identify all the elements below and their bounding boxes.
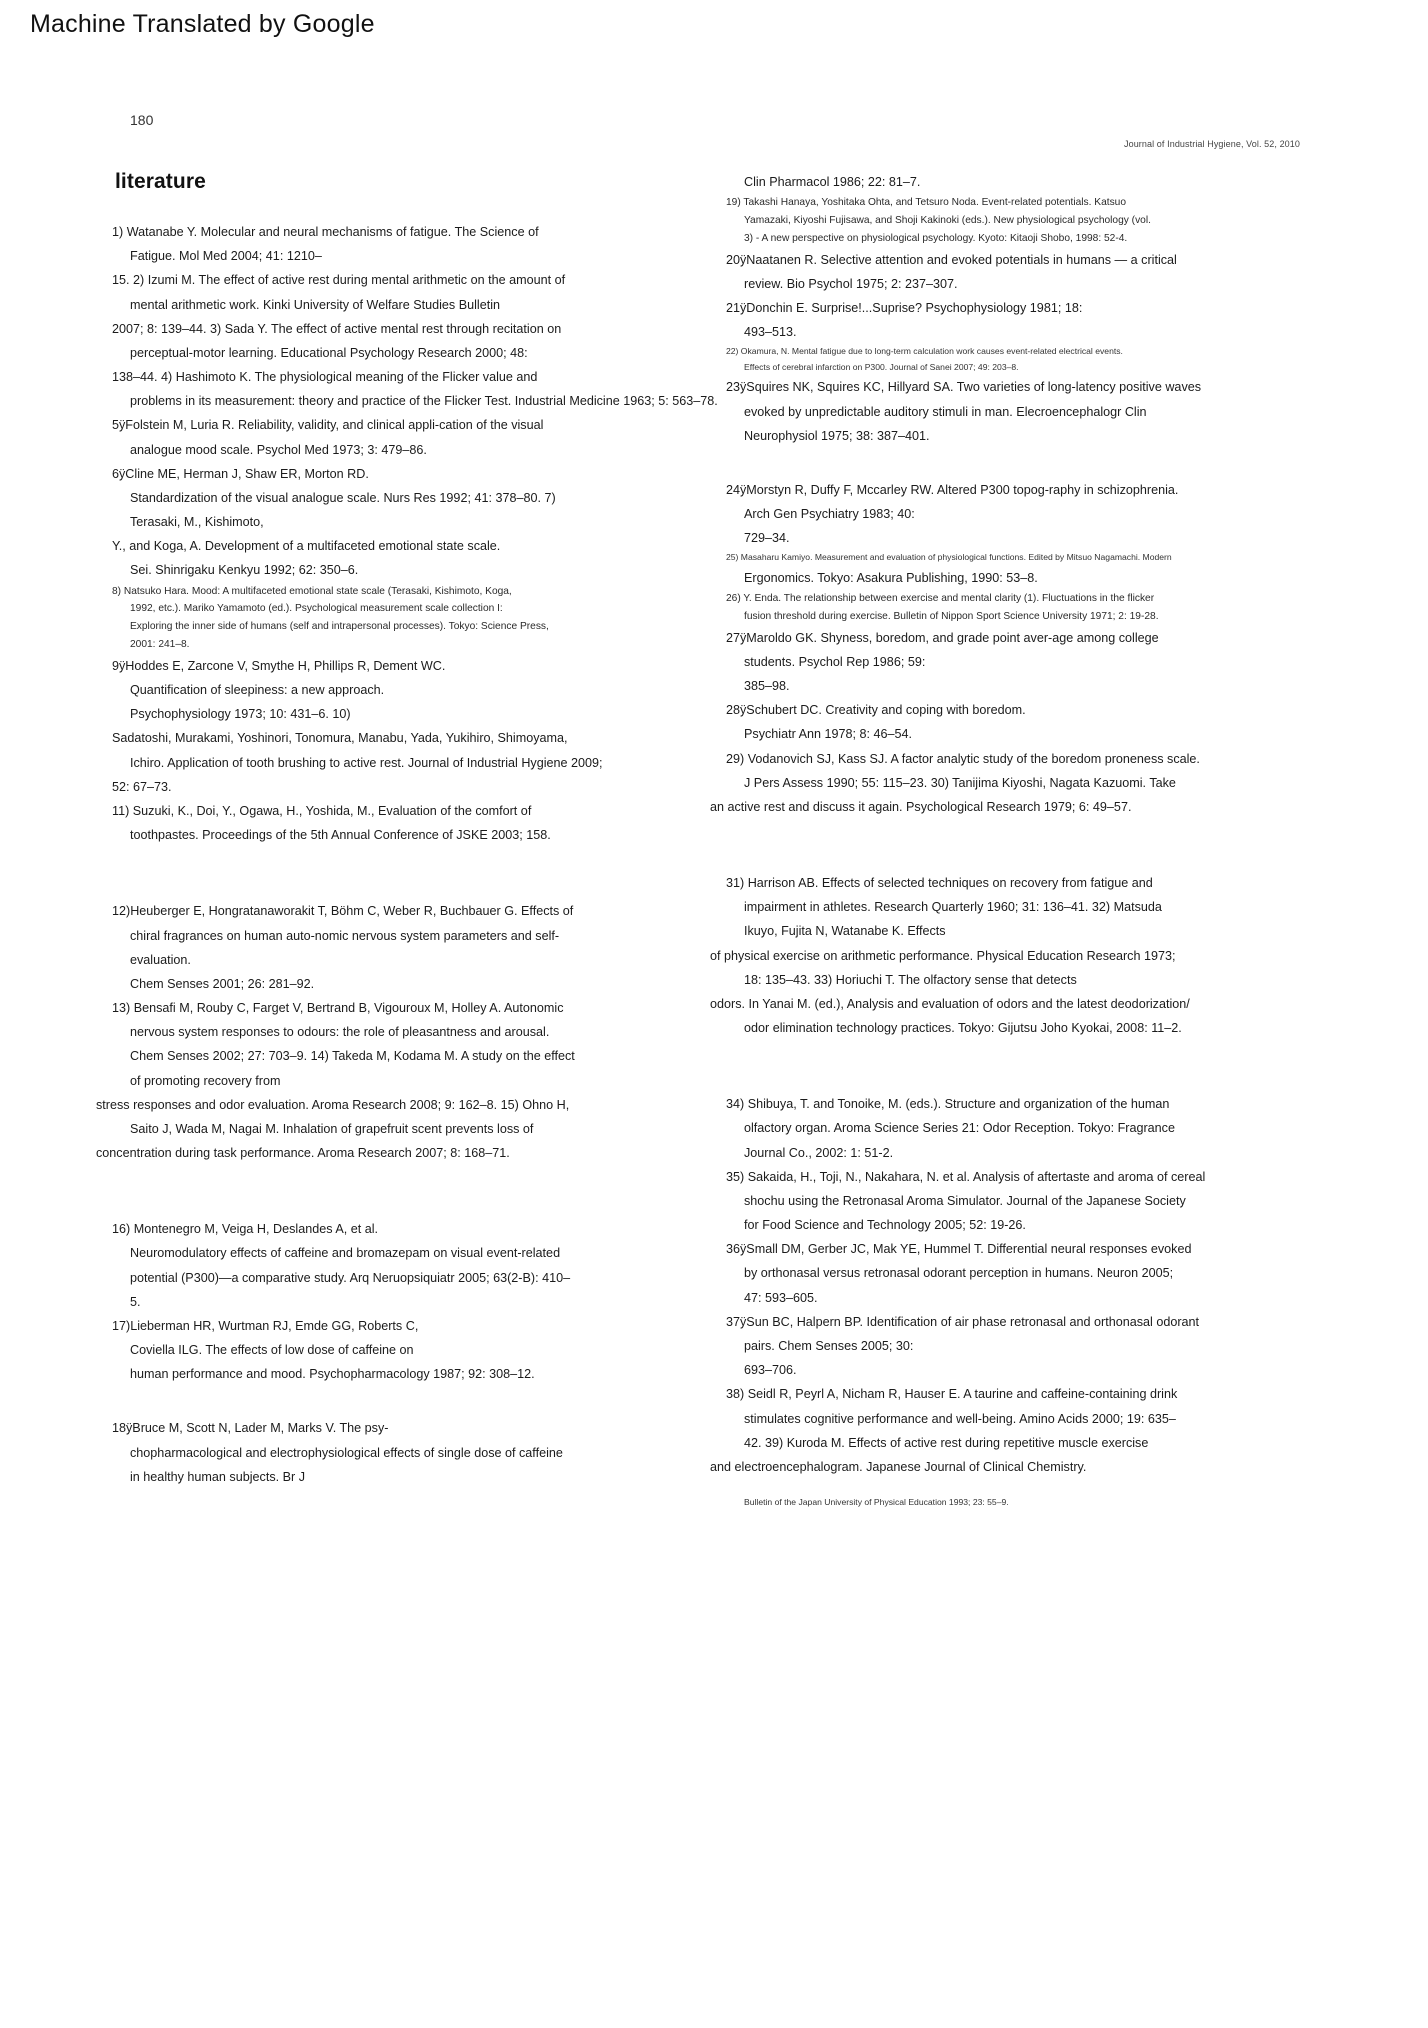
reference-entry <box>726 1092 1301 1165</box>
reference-entry <box>112 996 672 1093</box>
reference-line: 13) Bensafi M, Rouby C, Farget V, Bertrand B, Vigouroux M, Holley A. Autonomic <box>112 1001 564 1016</box>
reference-spacer <box>112 847 672 899</box>
reference-entry <box>726 626 1301 699</box>
reference-line: human performance and mood. Psychopharmacology 1987; 92: 308–12. <box>130 1367 535 1382</box>
reference-line: an active rest and discuss it again. Psychological Research 1979; 6: 49–57. <box>710 799 1132 814</box>
reference-line: chopharmacological and electrophysiological effects of single dose of caffeine <box>130 1445 563 1460</box>
reference-line: 493–513. <box>744 325 797 340</box>
reference-line: 35) Sakaida, H., Toji, N., Nakahara, N. et al. Analysis of aftertaste and aroma of cereal <box>726 1169 1206 1184</box>
reference-line: 38) Seidl R, Peyrl A, Nicham R, Hauser E. A taurine and caffeine-containing drink <box>726 1387 1178 1402</box>
references-column-right <box>710 170 1301 1510</box>
reference-line: for Food Science and Technology 2005; 52: 19-26. <box>744 1218 1026 1233</box>
reference-line: evoked by unpredictable auditory stimuli in man. Elecroencephalogr Clin <box>744 404 1147 419</box>
reference-entry <box>112 220 672 268</box>
reference-line: 3) - A new perspective on physiological psychology. Kyoto: Kitaoji Shobo, 1998: 52-4. <box>744 232 1128 244</box>
reference-line: 6ÿCline ME, Herman J, Shaw ER, Morton RD. <box>112 466 369 481</box>
reference-line: of physical exercise on arithmetic performance. Physical Education Research 1973; <box>710 948 1176 963</box>
reference-line: Psychophysiology 1973; 10: 431–6. 10) <box>130 707 351 722</box>
reference-line: 693–706. <box>744 1363 797 1378</box>
reference-line: 8) Natsuko Hara. Mood: A multifaceted emotional state scale (Terasaki, Kishimoto, Koga, <box>112 585 512 597</box>
reference-line: 27ÿMaroldo GK. Shyness, boredom, and grade point aver-age among college <box>726 630 1159 645</box>
reference-entry <box>112 413 672 461</box>
reference-line: impairment in athletes. Research Quarterly 1960; 31: 136–41. 32) Matsuda <box>744 900 1162 915</box>
reference-line: of promoting recovery from <box>130 1073 281 1088</box>
reference-line: 729–34. <box>744 531 790 546</box>
reference-line: 5ÿFolstein M, Luria R. Reliability, validity, and clinical appli-cation of the visual <box>112 418 544 433</box>
reference-entry <box>112 1416 672 1489</box>
reference-entry <box>112 534 672 582</box>
reference-line: 18ÿBruce M, Scott N, Lader M, Marks V. The psy- <box>112 1421 389 1436</box>
reference-entry <box>112 462 672 535</box>
reference-line: 19) Takashi Hanaya, Yoshitaka Ohta, and Tetsuro Noda. Event-related potentials. Katsuo <box>726 197 1127 209</box>
reference-line: toothpastes. Proceedings of the 5th Annual Conference of JSKE 2003; 158. <box>130 828 551 843</box>
reference-line: problems in its measurement: theory and practice of the Flicker Test. Industrial Medicine 1963; 5: 563–78. <box>130 394 718 409</box>
reference-line: Saito J, Wada M, Nagai M. Inhalation of grapefruit scent prevents loss of <box>130 1121 534 1136</box>
reference-entry <box>726 566 1301 590</box>
reference-line: 17)Lieberman HR, Wurtman RJ, Emde GG, Roberts C, <box>112 1318 419 1333</box>
reference-line: 31) Harrison AB. Effects of selected techniques on recovery from fatigue and <box>726 876 1153 891</box>
reference-line: 18: 135–43. 33) Horiuchi T. The olfactory sense that detects <box>744 972 1077 987</box>
reference-entry <box>112 654 672 727</box>
journal-running-header: Journal of Industrial Hygiene, Vol. 52, 2010 <box>1123 139 1300 149</box>
reference-line: 11) Suzuki, K., Doi, Y., Ogawa, H., Yoshida, M., Evaluation of the comfort of <box>112 803 532 818</box>
reference-line: odor elimination technology practices. Tokyo: Gijutsu Joho Kyokai, 2008: 11–2. <box>744 1021 1182 1036</box>
reference-spacer <box>112 1165 672 1217</box>
reference-line: potential (P300)—a comparative study. Arq Neruopsiquiatr 2005; 63(2-B): 410– <box>130 1270 571 1285</box>
reference-entry <box>112 317 672 365</box>
reference-line: 5. <box>130 1294 141 1309</box>
reference-spacer <box>726 819 1301 871</box>
machine-translation-banner: Machine Translated by Google <box>30 10 375 38</box>
reference-line: Y., and Koga, A. Development of a multifaceted emotional state scale. <box>112 539 501 554</box>
reference-spacer <box>726 448 1301 478</box>
reference-entry <box>726 344 1301 375</box>
reference-line: odors. In Yanai M. (ed.), Analysis and evaluation of odors and the latest deodorization/ <box>710 996 1190 1011</box>
reference-entry <box>726 550 1301 565</box>
reference-line: 22) Okamura, N. Mental fatigue due to long-term calculation work causes event-related electrical events. <box>726 346 1123 357</box>
reference-line: 52: 67–73. <box>112 779 172 794</box>
reference-entry <box>710 747 1301 820</box>
reference-entry <box>112 583 672 654</box>
reference-line: 29) Vodanovich SJ, Kass SJ. A factor analytic study of the boredom proneness scale. <box>726 751 1200 766</box>
reference-line: 16) Montenegro M, Veiga H, Deslandes A, et al. <box>112 1222 379 1237</box>
reference-line: 23ÿSquires NK, Squires KC, Hillyard SA. Two varieties of long-latency positive waves <box>726 380 1202 395</box>
reference-line: shochu using the Retronasal Aroma Simulator. Journal of the Japanese Society <box>744 1193 1186 1208</box>
reference-entry <box>726 871 1301 944</box>
reference-line: Sei. Shinrigaku Kenkyu 1992; 62: 350–6. <box>130 563 359 578</box>
reference-line: 42. 39) Kuroda M. Effects of active rest during repetitive muscle exercise <box>744 1435 1149 1450</box>
reference-line: Effects of cerebral infarction on P300. Journal of Sanei 2007; 49: 203–8. <box>744 361 1019 372</box>
reference-line: mental arithmetic work. Kinki University of Welfare Studies Bulletin <box>130 297 501 312</box>
reference-line: Arch Gen Psychiatry 1983; 40: <box>744 507 915 522</box>
reference-line: 34) Shibuya, T. and Tonoike, M. (eds.). Structure and organization of the human <box>726 1097 1170 1112</box>
reference-line: 2007; 8: 139–44. 3) Sada Y. The effect of active mental rest through recitation on <box>112 321 562 336</box>
reference-line: stimulates cognitive performance and well-being. Amino Acids 2000; 19: 635– <box>744 1411 1176 1426</box>
reference-line: 2001: 241–8. <box>130 639 190 651</box>
reference-line: 9ÿHoddes E, Zarcone V, Smythe H, Phillips R, Dement WC. <box>112 658 446 673</box>
reference-entry <box>726 170 1301 194</box>
reference-entry <box>112 365 718 413</box>
reference-entry <box>726 590 1301 626</box>
reference-line: 20ÿNaatanen R. Selective attention and evoked potentials in humans — a critical <box>726 252 1177 267</box>
reference-list-right <box>710 170 1301 1510</box>
reference-line: 36ÿSmall DM, Gerber JC, Mak YE, Hummel T. Differential neural responses evoked <box>726 1242 1192 1257</box>
reference-line: 15. 2) Izumi M. The effect of active rest during mental arithmetic on the amount of <box>112 273 566 288</box>
reference-line: evaluation. <box>130 952 191 967</box>
page-title: literature <box>115 170 206 193</box>
reference-line: 24ÿMorstyn R, Duffy F, Mccarley RW. Altered P300 topog-raphy in schizophrenia. <box>726 482 1179 497</box>
reference-line: Neuromodulatory effects of caffeine and bromazepam on visual event-related <box>130 1246 561 1261</box>
reference-line: and electroencephalogram. Japanese Journal of Clinical Chemistry. <box>710 1459 1087 1474</box>
reference-entry <box>726 296 1301 344</box>
reference-line: 12)Heuberger E, Hongratanaworakit T, Böhm C, Weber R, Buchbauer G. Effects of <box>112 904 574 919</box>
reference-line: Journal Co., 2002: 1: 51-2. <box>744 1145 894 1160</box>
reference-entry <box>96 1093 672 1166</box>
reference-list-left <box>96 220 718 1489</box>
reference-line: Bulletin of the Japan University of Physical Education 1993; 23: 55–9. <box>744 1497 1009 1508</box>
reference-spacer <box>112 1386 672 1416</box>
reference-line: analogue mood scale. Psychol Med 1973; 3: 479–86. <box>130 442 427 457</box>
reference-line: perceptual-motor learning. Educational Psychology Research 2000; 48: <box>130 345 528 360</box>
page-number: 180 <box>130 112 154 128</box>
reference-entry <box>726 194 1301 248</box>
reference-line: Ikuyo, Fujita N, Watanabe K. Effects <box>744 924 946 939</box>
reference-spacer <box>726 1479 1301 1495</box>
reference-entry <box>112 1314 672 1387</box>
reference-entry <box>726 375 1301 448</box>
reference-entry <box>726 698 1301 746</box>
reference-entry <box>710 1382 1301 1479</box>
reference-line: Standardization of the visual analogue scale. Nurs Res 1992; 41: 378–80. 7) <box>130 490 556 505</box>
references-column-left <box>96 170 718 1489</box>
reference-line: Exploring the inner side of humans (self and intrapersonal processes). Tokyo: Science Press, <box>130 621 549 633</box>
reference-line: 47: 593–605. <box>744 1290 818 1305</box>
reference-line: 37ÿSun BC, Halpern BP. Identification of air phase retronasal and orthonasal odorant <box>726 1314 1200 1329</box>
reference-line: 138–44. 4) Hashimoto K. The physiological meaning of the Flicker value and <box>112 370 538 385</box>
reference-line: students. Psychol Rep 1986; 59: <box>744 654 926 669</box>
reference-line: stress responses and odor evaluation. Aroma Research 2008; 9: 162–8. 15) Ohno H, <box>96 1097 570 1112</box>
reference-line: 25) Masaharu Kamiyo. Measurement and evaluation of physiological functions. Edited by Mitsuo Nagamachi. Modern <box>726 552 1172 563</box>
reference-line: Chem Senses 2002; 27: 703–9. 14) Takeda M, Kodama M. A study on the effect <box>130 1049 575 1064</box>
reference-entry <box>726 1310 1301 1383</box>
reference-entry <box>112 899 672 996</box>
reference-line: Psychiatr Ann 1978; 8: 46–54. <box>744 727 913 742</box>
reference-line: Yamazaki, Kiyoshi Fujisawa, and Shoji Kakinoki (eds.). New physiological psychology (vol. <box>744 215 1151 227</box>
reference-entry <box>112 726 672 799</box>
reference-line: 28ÿSchubert DC. Creativity and coping with boredom. <box>726 703 1026 718</box>
reference-line: Ergonomics. Tokyo: Asakura Publishing, 1990: 53–8. <box>744 570 1038 585</box>
reference-entry <box>726 1237 1301 1310</box>
reference-line: Coviella ILG. The effects of low dose of caffeine on <box>130 1343 414 1358</box>
reference-entry <box>710 944 1301 992</box>
reference-line: J Pers Assess 1990; 55: 115–23. 30) Tanijima Kiyoshi, Nagata Kazuomi. Take <box>744 775 1176 790</box>
reference-entry <box>726 248 1301 296</box>
reference-entry <box>112 799 672 847</box>
reference-line: Clin Pharmacol 1986; 22: 81–7. <box>744 175 921 189</box>
reference-line: Fatigue. Mol Med 2004; 41: 1210– <box>130 249 322 264</box>
reference-line: fusion threshold during exercise. Bulletin of Nippon Sport Science University 1971; 2: 19-28. <box>744 610 1159 622</box>
reference-line: Chem Senses 2001; 26: 281–92. <box>130 976 315 991</box>
reference-line: pairs. Chem Senses 2005; 30: <box>744 1338 914 1353</box>
reference-spacer <box>726 1040 1301 1092</box>
reference-line: 26) Y. Enda. The relationship between exercise and mental clarity (1). Fluctuations in the flicker <box>726 593 1155 604</box>
reference-line: 1992, etc.). Mariko Yamamoto (ed.). Psychological measurement scale collection I: <box>130 603 503 615</box>
reference-line: Quantification of sleepiness: a new approach. <box>130 683 385 698</box>
reference-line: 385–98. <box>744 679 790 694</box>
reference-entry <box>710 992 1301 1040</box>
reference-line: 1) Watanabe Y. Molecular and neural mechanisms of fatigue. The Science of <box>112 225 539 239</box>
reference-line: Neurophysiol 1975; 38: 387–401. <box>744 428 930 443</box>
reference-line: olfactory organ. Aroma Science Series 21: Odor Reception. Tokyo: Fragrance <box>744 1121 1175 1136</box>
reference-line: Ichiro. Application of tooth brushing to active rest. Journal of Industrial Hygiene 2009; <box>130 755 603 770</box>
reference-line: 21ÿDonchin E. Surprise!...Suprise? Psychophysiology 1981; 18: <box>726 301 1083 316</box>
reference-line: nervous system responses to odours: the role of pleasantness and arousal. <box>130 1025 550 1040</box>
reference-entry <box>726 478 1301 551</box>
reference-line: review. Bio Psychol 1975; 2: 237–307. <box>744 276 958 291</box>
reference-entry <box>726 1495 1301 1510</box>
reference-entry <box>112 268 672 316</box>
reference-line: concentration during task performance. Aroma Research 2007; 8: 168–71. <box>96 1146 510 1161</box>
reference-line: chiral fragrances on human auto-nomic nervous system parameters and self- <box>130 928 560 943</box>
reference-line: in healthy human subjects. Br J <box>130 1469 306 1484</box>
reference-entry <box>726 1165 1301 1238</box>
reference-line: Sadatoshi, Murakami, Yoshinori, Tonomura, Manabu, Yada, Yukihiro, Shimoyama, <box>112 731 568 746</box>
reference-line: by orthonasal versus retronasal odorant perception in humans. Neuron 2005; <box>744 1266 1174 1281</box>
reference-entry <box>112 1217 672 1314</box>
reference-line: Terasaki, M., Kishimoto, <box>130 515 264 530</box>
